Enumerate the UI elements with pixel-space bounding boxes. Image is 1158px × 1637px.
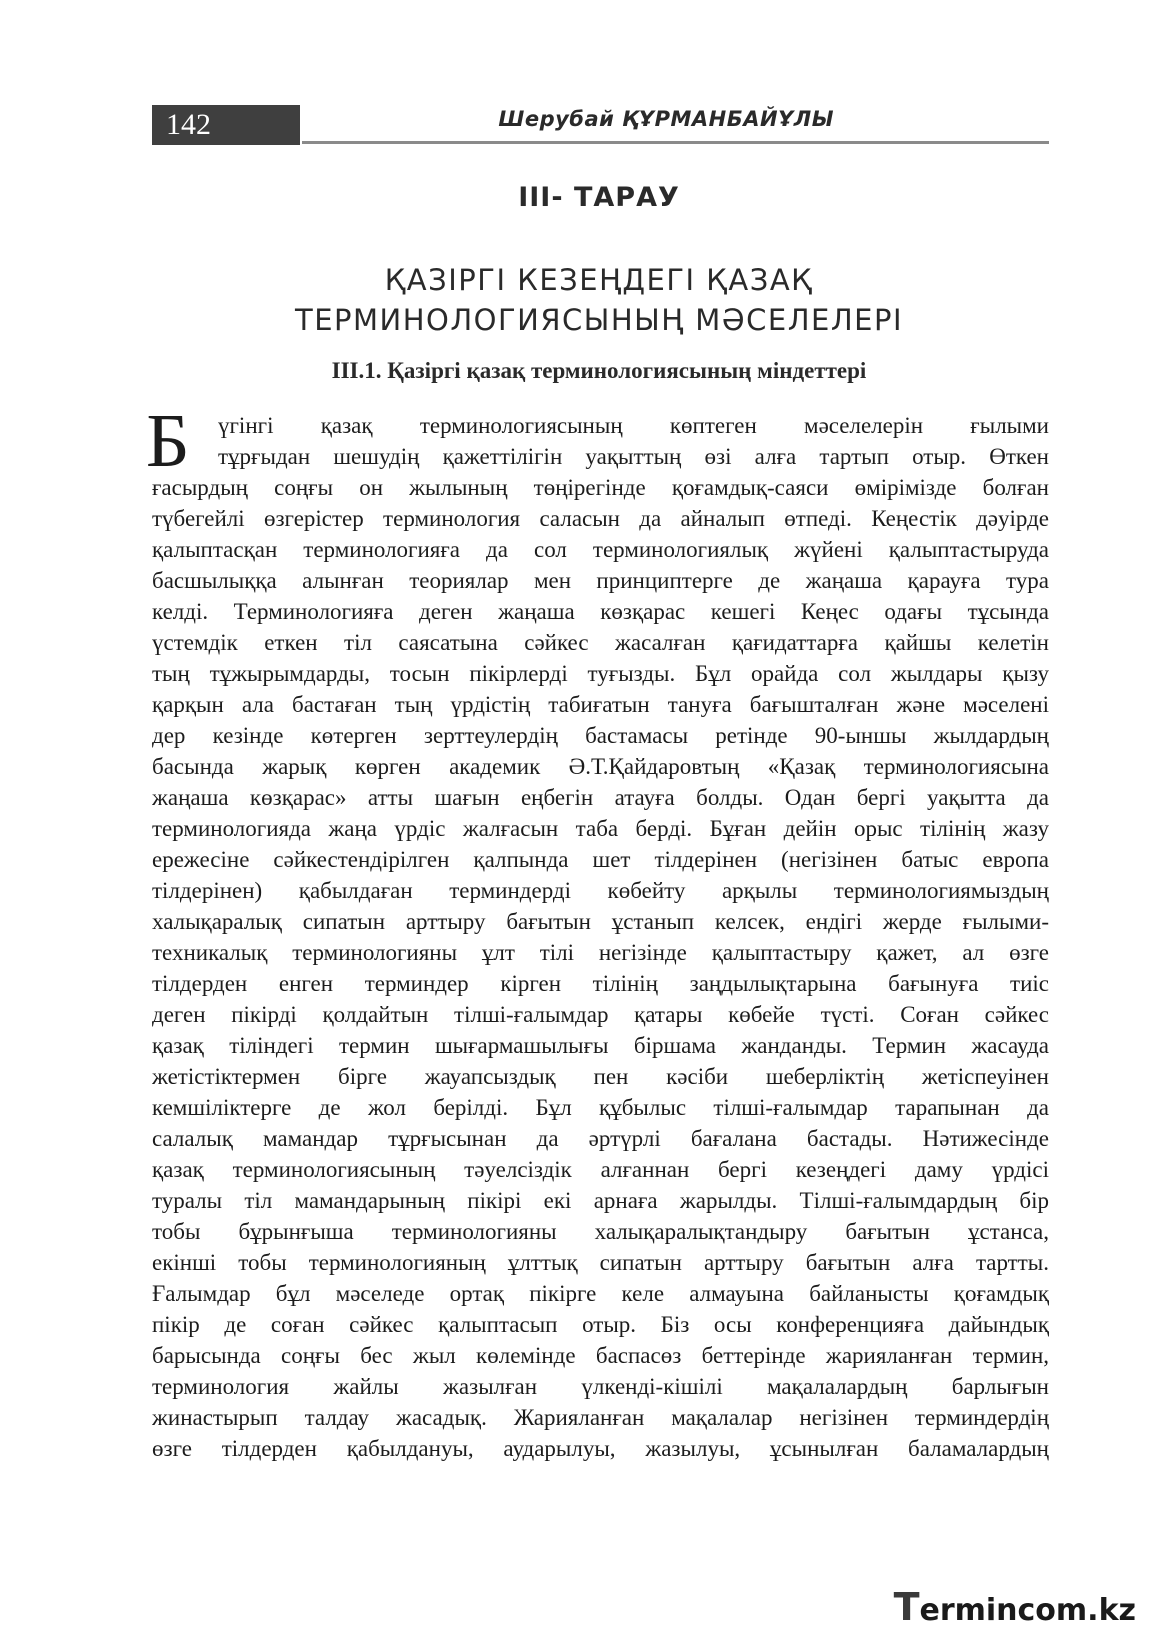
- text-line: жетістіктермен бірге жауапсыздық пен кәсіби шеберліктің жетіспеуінен: [152, 1064, 1049, 1089]
- text-line: Ғалымдар бұл мәселеде ортақ пікірге келе алмауына байланысты қоғамдық: [152, 1281, 1049, 1306]
- text-line: қалыптасқан терминологияға да сол терминологиялық жүйені қалыптастыруда: [152, 537, 1049, 562]
- text-line: түбегейлі өзгерістер терминология саласын да айналып өтпеді. Кеңестік дәуірде: [152, 506, 1049, 531]
- text-line: тұрғыдан шешудің қажеттілігін уақыттың өзі алға тартып отыр. Өткен: [218, 444, 1049, 469]
- text-line: үстемдік еткен тіл саясатына сәйкес жасалған қағидаттарға қайшы келетін: [152, 630, 1049, 655]
- text-line: халықаралық сипатын арттыру бағытын ұстанып келсек, ендігі жерде ғылыми-: [152, 909, 1049, 934]
- text-line: барысында соңғы бес жыл көлемінде баспасөз беттерінде жарияланған термин,: [152, 1343, 1049, 1368]
- text-line: тобы бұрынғыша терминологияны халықаралықтандыру бағытын ұстанса,: [152, 1219, 1049, 1244]
- watermark-text: ermincom.kz: [919, 1593, 1136, 1628]
- text-line: кемшіліктерге де жол берілді. Бұл құбылыс тілші-ғалымдар тарапынан да: [152, 1095, 1049, 1120]
- text-line: дер кезінде көтерген зерттеулердің бастамасы ретінде 90-ыншы жылдардың: [152, 723, 1049, 748]
- text-line: келді. Терминологияға деген жаңаша көзқарас кешегі Кеңес одағы тұсында: [152, 599, 1049, 624]
- text-line: қазақ тіліндегі термин шығармашылығы біршама жанданды. Термин жасауда: [152, 1033, 1049, 1058]
- chapter-title-line-2: ТЕРМИНОЛОГИЯСЫНЫҢ МӘСЕЛЕЛЕРІ: [294, 303, 903, 337]
- text-line: жинастырып талдау жасадық. Жарияланған мақалалар негізінен терминдердің: [152, 1405, 1049, 1430]
- text-line: терминология жайлы жазылған үлкенді-кішілі мақалалардың барлығын: [152, 1374, 1049, 1399]
- page-number: 142: [152, 105, 300, 145]
- text-line: жаңаша көзқарас» атты шағын еңбегін атауға болды. Одан бергі уақытта да: [152, 785, 1049, 810]
- text-line: техникалық терминологияны ұлт тілі негізінде қалыптастыру қажет, ал өзге: [152, 940, 1049, 965]
- drop-cap: Б: [146, 399, 190, 483]
- text-line: өзге тілдерден қабылдануы, аударылуы, жазылуы, ұсынылған баламалардың: [152, 1436, 1049, 1461]
- text-line: тілдерден енген терминдер кірген тілінің заңдылықтарына бағынуға тиіс: [152, 971, 1049, 996]
- page-header: [152, 105, 1049, 145]
- chapter-label: III- ТАРАУ: [518, 182, 680, 213]
- section-heading: III.1. Қазіргі қазақ терминологиясының міндеттері: [331, 358, 867, 383]
- text-line: ережесіне сәйкестендірілген қалпында шет тілдерінен (негізінен батыс европа: [152, 847, 1049, 872]
- chapter-title-line-1: ҚАЗІРГІ КЕЗЕҢДЕГІ ҚАЗАҚ: [384, 263, 814, 297]
- text-line: ғасырдың соңғы он жылының төңірегінде қоғамдық-саяси өмірімізде болған: [152, 475, 1049, 500]
- text-line: қазақ терминологиясының тәуелсіздік алғаннан бергі кезеңдегі даму үрдісі: [152, 1157, 1049, 1182]
- watermark-logo: [894, 1585, 1136, 1629]
- text-line: үгінгі қазақ терминологиясының көптеген мәселелерін ғылыми: [218, 413, 1049, 438]
- text-line: қарқын ала бастаған тың үрдістің табиғатын тануға бағышталған және мәселені: [152, 692, 1049, 717]
- text-line: тілдерінен) қабылдаған терминдерді көбейту арқылы терминологиямыздың: [152, 878, 1049, 903]
- text-line: салалық мамандар тұрғысынан да әртүрлі бағалана бастады. Нәтижесінде: [152, 1126, 1049, 1151]
- text-line: терминологияда жаңа үрдіс жалғасын таба берді. Бұған дейін орыс тілінің жазу: [152, 816, 1049, 841]
- text-line: басында жарық көрген академик Ә.Т.Қайдаровтың «Қазақ терминологиясына: [152, 754, 1049, 779]
- text-line: тың тұжырымдарды, тосын пікірлерді туғызды. Бұл орайда сол жылдары қызу: [152, 661, 1049, 686]
- text-line: екінші тобы терминологияның ұлттық сипатын арттыру бағытын алға тартты.: [152, 1250, 1049, 1275]
- text-line: басшылыққа алынған теориялар мен принциптерге де жаңаша қарауға тура: [152, 568, 1049, 593]
- text-line: деген пікірді қолдайтын тілші-ғалымдар қатары көбейе түсті. Соған сәйкес: [152, 1002, 1049, 1027]
- header-rule: [302, 141, 1049, 144]
- chapter-title: [0, 260, 1158, 340]
- body-text: [146, 399, 1049, 1464]
- running-head: Шерубай ҚҰРМАНБАЙҰЛЫ: [498, 107, 834, 131]
- text-line: пікір де соған сәйкес қалыптасып отыр. Біз осы конференцияға дайындық: [152, 1312, 1049, 1337]
- paragraph: [152, 410, 1049, 1464]
- text-line: туралы тіл мамандарының пікірі екі арнаға жарылды. Тілші-ғалымдардың бір: [152, 1188, 1049, 1213]
- watermark-initial: T: [893, 1585, 920, 1629]
